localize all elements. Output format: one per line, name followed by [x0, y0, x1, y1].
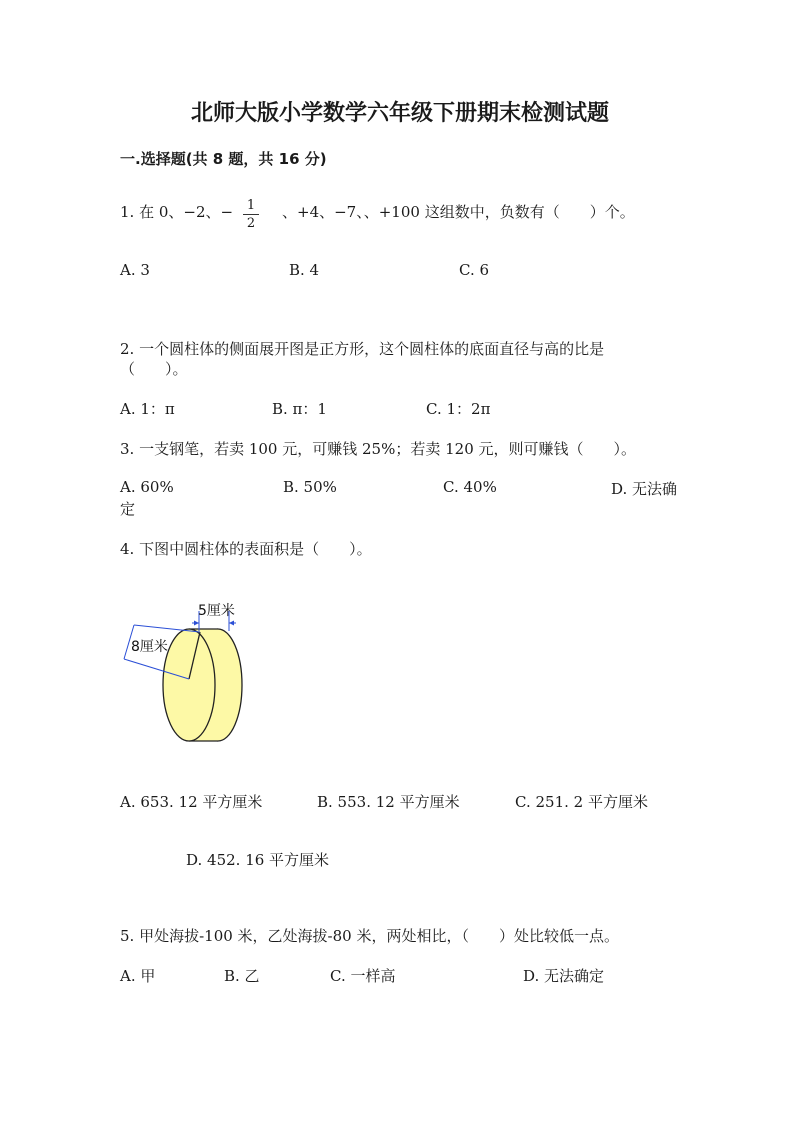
q5-stem: 5. 甲处海拔-100 米，乙处海拔-80 米，两处相比，（ ）处比较低一点。 [120, 927, 619, 945]
q4-option-d[interactable]: D. 452. 16 平方厘米 [186, 851, 330, 869]
q1-fraction-denominator: 2 [246, 216, 256, 231]
q3-option-d-wrap: 定 [120, 500, 136, 518]
height-label: 5厘米 [198, 603, 235, 619]
q2-option-c[interactable]: C. 1：2π [426, 400, 491, 418]
q3-option-c[interactable]: C. 40% [443, 478, 497, 496]
q1-fraction-numerator: 1 [246, 198, 256, 213]
q1-stem-part-a: 1. 在 0、−2、− [120, 203, 234, 221]
page-title: 北师大版小学数学六年级下册期末检测试题 [190, 101, 609, 126]
section-heading: 一.选择题(共 8 题，共 16 分) [120, 150, 327, 168]
q3-option-a[interactable]: A. 60% [120, 478, 174, 496]
q5-option-a[interactable]: A. 甲 [120, 967, 156, 985]
q2-stem-line-1: 2. 一个圆柱体的侧面展开图是正方形，这个圆柱体的底面直径与高的比是 [120, 340, 605, 358]
q2-option-b[interactable]: B. π：1 [272, 400, 327, 418]
q4-option-b[interactable]: B. 553. 12 平方厘米 [317, 793, 460, 811]
q3-option-d[interactable]: D. 无法确 [611, 480, 678, 498]
radius-label: 8厘米 [131, 639, 168, 655]
q5-option-d[interactable]: D. 无法确定 [523, 967, 605, 985]
q5-option-b[interactable]: B. 乙 [224, 967, 260, 985]
q4-option-a[interactable]: A. 653. 12 平方厘米 [120, 793, 263, 811]
fraction-bar [243, 214, 259, 215]
q1-option-b[interactable]: B. 4 [289, 261, 320, 279]
q4-option-c[interactable]: C. 251. 2 平方厘米 [515, 793, 648, 811]
q3-option-b[interactable]: B. 50% [283, 478, 337, 496]
height-arrowhead-left [194, 621, 199, 626]
cylinder-front-face [163, 629, 215, 741]
q1-fraction [243, 198, 259, 231]
q3-stem: 3. 一支钢笔，若卖 100 元，可赚钱 25%；若卖 120 元，则可赚钱（ ）。 [120, 440, 637, 458]
q1-option-a[interactable]: A. 3 [120, 261, 150, 279]
cylinder-figure [120, 595, 260, 745]
q2-stem-line-2: （ ）。 [120, 360, 188, 378]
q1-stem-part-b: 、+4、−7、、+100 这组数中，负数有（ ）个。 [282, 203, 635, 221]
q2-option-a[interactable]: A. 1：π [120, 400, 175, 418]
q1-option-c[interactable]: C. 6 [459, 261, 490, 279]
height-arrowhead-right [229, 621, 234, 626]
q4-stem: 4. 下图中圆柱体的表面积是（ ）。 [120, 540, 372, 558]
q5-option-c[interactable]: C. 一样高 [330, 967, 396, 985]
